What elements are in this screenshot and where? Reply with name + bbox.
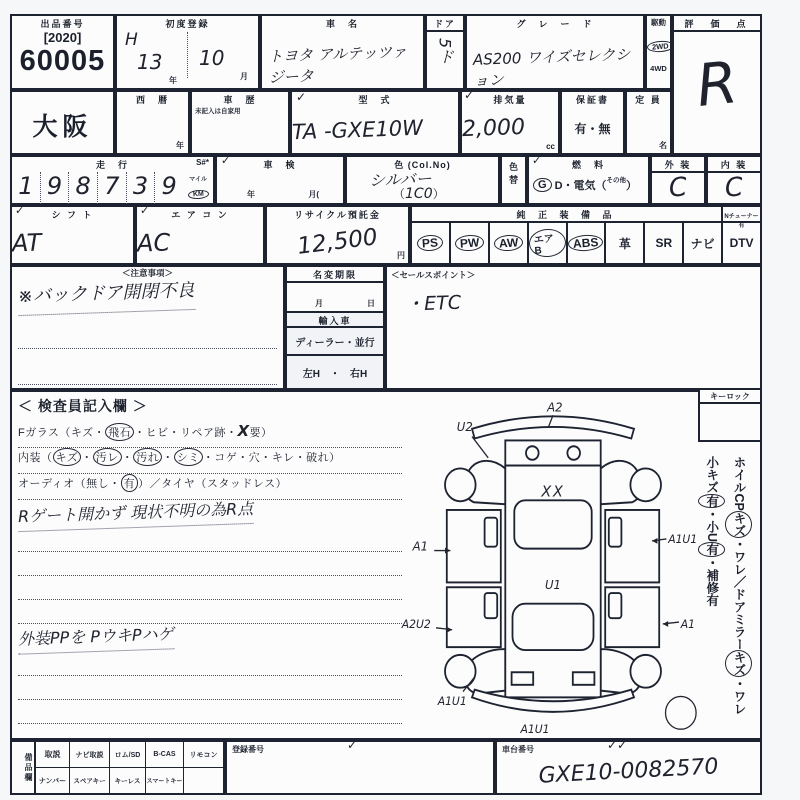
aircon-label: エ ア コ ン: [171, 210, 229, 220]
damage-code-rear-left-door: A2U2: [401, 617, 431, 631]
region-value: 大阪: [32, 113, 93, 141]
print-text: ・: [81, 452, 93, 464]
print-text: ・: [121, 452, 134, 464]
displacement-label: 排気量: [493, 95, 527, 105]
exterior-grade-box: [650, 155, 706, 205]
front-left-wheel: [445, 468, 476, 501]
circled-scratch: キズ: [53, 448, 82, 466]
print-text: ・ワレ: [732, 677, 746, 715]
equip-ps: PS: [417, 234, 444, 252]
displacement-unit: cc: [546, 142, 555, 151]
color-box: [345, 155, 500, 205]
rear-left-wheel: [445, 655, 476, 688]
print-text: 要）: [249, 427, 273, 439]
first-registration-label: 初度登録: [165, 19, 210, 29]
accessory-rom-sd: ロム/SD: [110, 742, 146, 767]
circled-dirt: 汚レ: [93, 448, 122, 466]
inspector-hand-note-2: 外装PPを PウキPハゲ: [18, 621, 175, 654]
chassis-number-box: [495, 740, 762, 795]
import-dealer-option: ディーラー・並行: [287, 328, 383, 356]
equipment-box: [410, 205, 762, 265]
mile-unit-label: マイル: [189, 177, 207, 183]
print-text: 小キズ: [704, 456, 719, 494]
door-value: 5ド: [435, 38, 455, 65]
mileage-digit: 9: [161, 172, 177, 200]
divider: [187, 32, 188, 78]
car-name-value: トヨタ アルテッツァジータ: [267, 42, 408, 87]
grade-box: [465, 14, 645, 90]
registration-number-label: 登録番号: [232, 745, 264, 754]
check-mark: ✓: [347, 738, 358, 752]
blank-line: [18, 552, 402, 576]
west-year-unit: 年: [176, 141, 184, 150]
print-text: 内装（: [18, 452, 53, 464]
import-car-label: 輸入車: [287, 313, 383, 328]
tuner-label: Nチューナー有: [721, 207, 760, 221]
fuel-label: 燃 料: [571, 160, 605, 170]
caution-label: ＜注意事項＞: [121, 268, 173, 278]
side-note-line-1: [725, 456, 752, 744]
recycle-label: リサイクル預託金: [294, 210, 381, 220]
blank-line: [18, 576, 402, 600]
lot-number-label: 出品番号: [40, 19, 85, 29]
rear-window: [513, 604, 594, 650]
blank-line: [18, 676, 402, 700]
fuel-other-label: その他: [606, 176, 627, 184]
print-text: Fガラス（キズ・: [18, 427, 106, 439]
warranty-box: [560, 90, 625, 155]
grade-value: AS200 ワイズセレクション: [472, 45, 631, 90]
history-label: 車 歴: [223, 95, 257, 105]
drive-label: 駆動: [651, 18, 666, 27]
side-condition-note: [698, 456, 753, 744]
shift-box: [10, 205, 135, 265]
shaken-year-unit: 年: [247, 190, 255, 199]
print-text: ・ワレ／ドアミラー: [732, 537, 746, 651]
car-damage-diagram: [400, 396, 706, 736]
interior-grade-box: [706, 155, 762, 205]
mileage-box: [10, 155, 215, 205]
accessories-side-label: 備品欄: [12, 742, 36, 793]
accessory-remote: リモコン: [189, 751, 218, 759]
front-right-door-window: [609, 518, 622, 547]
print-text: ・補修有: [704, 556, 719, 607]
blank-line: [18, 700, 402, 724]
aircon-value: AC: [136, 228, 171, 258]
mileage-digit: 1: [12, 172, 41, 206]
circled-scratch: キズ: [725, 511, 752, 538]
mileage-digit: 8: [69, 172, 98, 206]
blank-line: [18, 528, 402, 552]
mileage-digit: 7: [98, 172, 127, 206]
handle-position-option: 左H ・ 右H: [287, 356, 383, 388]
door-label: ドア: [427, 16, 463, 32]
damage-code-front-left-door: A1: [412, 539, 429, 554]
front-right-wheel: [630, 468, 661, 501]
circled-scratch: キズ: [725, 650, 752, 677]
check-mark: ✓: [15, 204, 25, 217]
equip-aw: AW: [493, 234, 523, 252]
day-unit: 日: [367, 299, 375, 308]
damage-code-hood: XX: [541, 481, 565, 501]
grade-label: グ レ ー ド: [516, 19, 594, 29]
circled-flying-stone: 飛石: [105, 423, 134, 441]
check-mark: ✓: [221, 154, 231, 167]
circled-present: 有: [698, 494, 725, 509]
accessory-spare-key: スペアキー: [70, 768, 110, 793]
chassis-number-value: GXE10-0082570: [538, 754, 719, 789]
km-unit-label: KM: [187, 189, 208, 199]
print-text: ・コゲ・穴・キレ・破れ）: [202, 452, 341, 464]
color-value: シルバー: [368, 168, 432, 191]
mileage-digit: 9: [41, 172, 70, 206]
sales-point-text: ・ETC: [404, 291, 462, 316]
print-text: ・ヒビ・リペア跡・: [134, 427, 238, 439]
score-label: 評 価 点: [674, 16, 760, 32]
windshield: [514, 500, 591, 548]
name-change-column: [285, 265, 385, 390]
circled-present: 有: [121, 474, 139, 492]
circled-stain: 汚れ: [133, 448, 162, 466]
rear-right-door-window: [609, 593, 622, 618]
region-box: [10, 90, 115, 155]
stamp-circle: [666, 696, 697, 729]
equip-dtv: DTV: [721, 223, 760, 263]
front-bumper: [472, 416, 634, 438]
capacity-box: [625, 90, 672, 155]
color-label: 色 (Col.No): [394, 160, 451, 170]
check-marks: ✓✓: [607, 738, 628, 752]
circled-spot: シミ: [174, 448, 203, 466]
drive-option-4wd: 4WD: [650, 64, 667, 73]
shaken-label: 車 検: [263, 160, 297, 170]
model-value: TA -GXE10W: [291, 115, 424, 145]
recycle-deposit-box: [265, 205, 410, 265]
lot-year: [2020]: [43, 30, 82, 45]
washer-nozzle: [526, 446, 539, 460]
first-reg-era: H: [125, 30, 138, 50]
displacement-box: [460, 90, 560, 155]
interior-value: C: [723, 172, 745, 204]
damage-code-front-right-door: A1U1: [668, 532, 698, 546]
history-box: [190, 90, 290, 155]
car-name-box: [260, 14, 425, 90]
west-year-label: 西 暦: [135, 95, 169, 105]
color-change-label: 色替: [508, 162, 518, 188]
sales-point-label: ＜セールスポイント＞: [391, 270, 476, 280]
mileage-label: 走 行: [95, 160, 129, 170]
damage-code-rear-right-door: A1: [680, 617, 696, 631]
accessory-smart-key: スマートキー: [146, 768, 184, 793]
capacity-unit: 名: [659, 141, 667, 150]
score-value: R: [693, 48, 741, 120]
equipment-label: 純 正 装 備 品: [516, 210, 617, 220]
check-mark: ✓: [296, 90, 307, 104]
drive-box: [645, 14, 672, 90]
first-reg-month: 10: [199, 46, 225, 70]
right-taillight: [573, 672, 595, 685]
equip-leather: 革: [604, 223, 643, 263]
recycle-unit: 円: [397, 251, 405, 260]
check-mark: ✓: [532, 154, 542, 167]
equip-navi: ナビ: [682, 223, 721, 263]
shift-value: AT: [11, 228, 42, 258]
audio-tire-line: [18, 474, 402, 500]
mileage-digit: 3: [127, 172, 156, 206]
keylock-label: キーロック: [700, 390, 760, 404]
arrowhead: [663, 621, 668, 627]
check-mark: ✓: [464, 88, 475, 102]
name-change-label: 名変期限: [287, 267, 383, 283]
exterior-label: 外 装: [652, 157, 704, 173]
equip-pw: PW: [454, 234, 484, 252]
shaken-month-unit: 月(: [308, 190, 319, 199]
blank-line: [18, 652, 402, 676]
inspector-hand-note-1: Rゲート開かず 現状不明の為R点: [18, 496, 254, 532]
f-glass-line: [18, 422, 402, 448]
damage-code-rear-bumper: A1U1: [520, 722, 550, 736]
blank-line: [18, 349, 277, 385]
fuel-box: [527, 155, 650, 205]
serial-label: S#*: [196, 158, 209, 167]
car-name-label: 車 名: [325, 19, 359, 29]
interior-condition-line: [18, 448, 402, 474]
equip-sr: SR: [643, 223, 682, 263]
circled-present: 有: [698, 542, 725, 557]
drive-option-2wd: 2WD: [647, 40, 674, 53]
model-label: 型 式: [358, 95, 392, 105]
main-inspection-area: [10, 390, 762, 740]
warranty-value: 有・無: [574, 122, 611, 136]
damage-code-front-left-fender: U2: [456, 419, 473, 434]
damage-code-roof: U1: [545, 577, 561, 593]
warranty-label: 保証書: [575, 95, 609, 105]
inspector-panel: [18, 396, 402, 724]
displacement-value: 2,000: [461, 114, 526, 143]
leader-line: [472, 437, 488, 458]
month-unit: 月: [240, 72, 248, 81]
history-note: 未記入は自家用: [195, 108, 241, 115]
hand-x-mark: X: [237, 422, 250, 440]
blank-cell: [184, 768, 223, 793]
front-left-door-window: [485, 518, 498, 547]
chassis-number-label: 車台番号: [502, 745, 534, 754]
blank-line: [18, 600, 402, 624]
print-text: ）／タイヤ（スタッドレス）: [138, 478, 288, 490]
fuel-gas: G: [533, 177, 552, 192]
rear-right-wheel: [630, 655, 661, 688]
damage-code-front-bumper: A2: [547, 400, 563, 415]
recycle-value: 12,500: [295, 224, 380, 260]
lot-number: 60005: [19, 45, 106, 77]
check-mark: ✓: [140, 204, 150, 217]
paren-close: ）: [626, 180, 638, 192]
shaken-box: [215, 155, 345, 205]
damage-code-rear-left-quarter: A1U1: [437, 694, 467, 709]
score-box: [672, 14, 762, 155]
paren-open: （: [393, 187, 406, 201]
color-code: 1C0: [405, 186, 433, 202]
door-box: [425, 14, 465, 90]
first-registration-box: [115, 14, 260, 90]
caution-text: ※バックドア開閉不良: [17, 276, 195, 316]
accessory-number-plate: ナンバー: [36, 768, 70, 793]
year-unit: 年: [169, 76, 177, 85]
paren-close: ）: [432, 187, 445, 201]
blank-line: [18, 313, 277, 349]
keylock-box: [698, 388, 762, 442]
print-text: ホイルCP: [732, 456, 746, 511]
equip-abs: ABS: [568, 234, 604, 252]
lot-number-box: [10, 14, 115, 90]
accessory-keyless: キーレス: [110, 768, 146, 793]
accessory-navi-manual: ナビ取説: [70, 742, 110, 767]
print-text: ・小U: [704, 508, 719, 543]
first-reg-year: 13: [137, 50, 163, 74]
left-taillight: [512, 672, 534, 685]
rear-left-door-window: [485, 593, 498, 618]
accessories-table: [10, 740, 225, 795]
inspector-title: ＜ 検査員記入欄 ＞: [18, 398, 148, 414]
equip-airbag: エアB: [528, 228, 567, 259]
shift-label: シ フ ト: [51, 210, 94, 220]
aircon-box: [135, 205, 265, 265]
west-year-box: [115, 90, 190, 155]
sales-point-box: [385, 265, 762, 390]
side-note-line-2: [698, 456, 725, 744]
model-box: [290, 90, 460, 155]
print-text: オーディオ（無し・: [18, 478, 121, 490]
capacity-label: 定 員: [635, 95, 662, 105]
fuel-dd: D・電気（: [554, 180, 607, 192]
caution-notes-box: [10, 265, 285, 390]
exterior-value: C: [667, 172, 689, 204]
washer-nozzle: [567, 446, 580, 460]
accessory-bcas: B-CAS: [146, 742, 184, 767]
registration-number-box: [225, 740, 495, 795]
color-change-box: [500, 155, 527, 205]
month-unit: 月: [315, 299, 323, 308]
interior-label: 内 装: [708, 157, 760, 173]
print-text: ・: [162, 452, 174, 464]
cowl-panel: [505, 440, 600, 465]
accessory-manual: 取説: [36, 742, 70, 767]
